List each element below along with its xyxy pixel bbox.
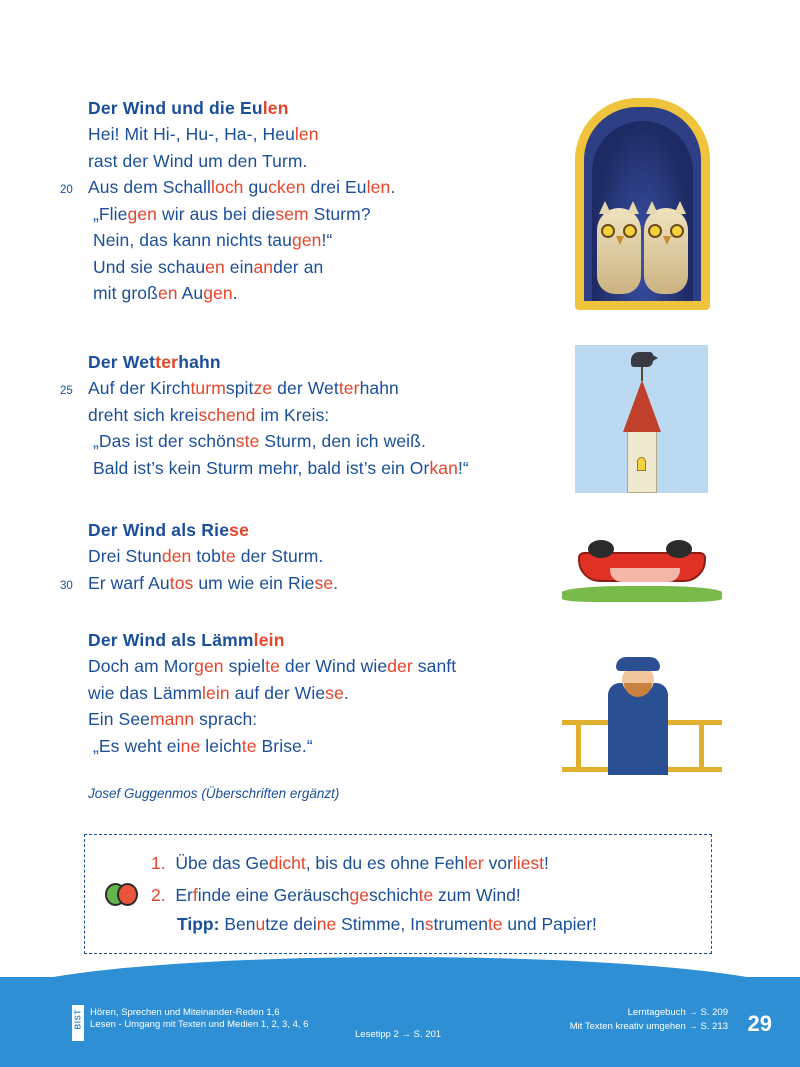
owls-illustration — [575, 98, 710, 310]
task-item-2: 2. Erfinde eine Geräuschgeschichte zum Wind! — [151, 885, 521, 905]
stanza-1 — [60, 98, 558, 307]
poem-line: Nein, das kann nichts taugen!“ — [88, 230, 333, 250]
stanza-1-title: Der Wind und die Eulen — [88, 98, 289, 118]
poem-line: dreht sich kreischend im Kreis: — [88, 404, 330, 425]
poem-line: 30 Er warf Autos um wie ein Riese. — [88, 570, 558, 597]
poem-line: Bald ist’s kein Sturm mehr, bald ist’s ein Orkan!“ — [88, 457, 469, 478]
tower-window — [637, 457, 646, 471]
theatre-masks-icon — [105, 883, 139, 909]
stanza-2 — [60, 352, 558, 481]
poem-line: rast der Wind um den Turm. — [88, 150, 308, 171]
poem-line: „Das ist der schönste Sturm, den ich weiß. — [88, 431, 426, 451]
car-wheel — [666, 540, 692, 558]
poem-line: „Fliegen wir aus bei diesem Sturm? — [88, 203, 371, 224]
tower-roof — [623, 380, 661, 432]
stanza-4 — [88, 630, 558, 759]
line-number: 30 — [60, 579, 73, 592]
grass — [562, 586, 722, 602]
footer-right-line-1: Lerntagebuch → S. 209 — [627, 1007, 728, 1018]
poem-line: mit großen Augen. — [88, 283, 238, 303]
bist-badge — [72, 1005, 84, 1041]
rooster-icon — [631, 352, 653, 367]
footer-left-line-1: Hören, Sprechen und Miteinander-Reden 1,6 — [90, 1007, 280, 1018]
overturned-car-illustration — [562, 528, 722, 608]
poem-line: Drei Stunden tobte der Sturm. — [88, 546, 324, 566]
car-wheel — [588, 540, 614, 558]
page-number: 29 — [747, 1011, 772, 1036]
weathercock-illustration — [575, 345, 708, 493]
bist-label: BIST — [73, 1009, 83, 1030]
mask-red — [117, 883, 138, 906]
task-item-3: Tipp: Benutze deine Stimme, Instrumente und Papier! — [177, 914, 597, 934]
stanza-3-title: Der Wind als Riese — [88, 520, 250, 540]
stanza-3 — [60, 520, 558, 596]
sailor-cap — [616, 657, 660, 671]
task-tip-label: Tipp: — [177, 914, 220, 934]
poem-line: wie das Lämmlein auf der Wiese. — [88, 682, 349, 703]
poem-line: Ein Seemann sprach: — [88, 709, 258, 729]
tower-window-frame — [575, 98, 710, 310]
poem-line: Hei! Mit Hi-, Hu-, Ha-, Heulen — [88, 124, 319, 144]
poem-line: 20 Aus dem Schallloch gucken drei Eulen. — [88, 174, 558, 201]
sailor-illustration — [562, 645, 722, 778]
owl-icon — [597, 208, 641, 294]
footer-right-line-2: Mit Texten kreativ umgehen → S. 213 — [569, 1021, 728, 1032]
line-number: 20 — [60, 184, 73, 196]
poem-line: Doch am Morgen spielte der Wind wieder sanft — [88, 656, 457, 676]
footer-left-line-2: Lesen - Umgang mit Texten und Medien 1, 2, 3, 4, 6 — [90, 1019, 309, 1030]
weathervane-pole — [641, 365, 643, 381]
owl-icon — [644, 208, 688, 294]
task-box — [84, 834, 712, 954]
poem-credit: Josef Guggenmos (Überschriften ergänzt) — [88, 786, 340, 801]
task-item-1: 1. Übe das Gedicht, bis du es ohne Fehler vorliest! — [151, 853, 549, 873]
line-number: 25 — [60, 385, 73, 397]
stanza-4-title: Der Wind als Lämmlein — [88, 630, 285, 650]
poem-line: „Es weht eine leichte Brise.“ — [88, 735, 313, 756]
poem-line: Und sie schauen einander an — [88, 256, 324, 277]
stanza-2-title: Der Wetterhahn — [88, 352, 221, 372]
poem-line: 25 Auf der Kirchturmspitze der Wetterhahn — [88, 375, 558, 402]
footer-center-line: Lesetipp 2 → S. 201 — [355, 1029, 442, 1040]
